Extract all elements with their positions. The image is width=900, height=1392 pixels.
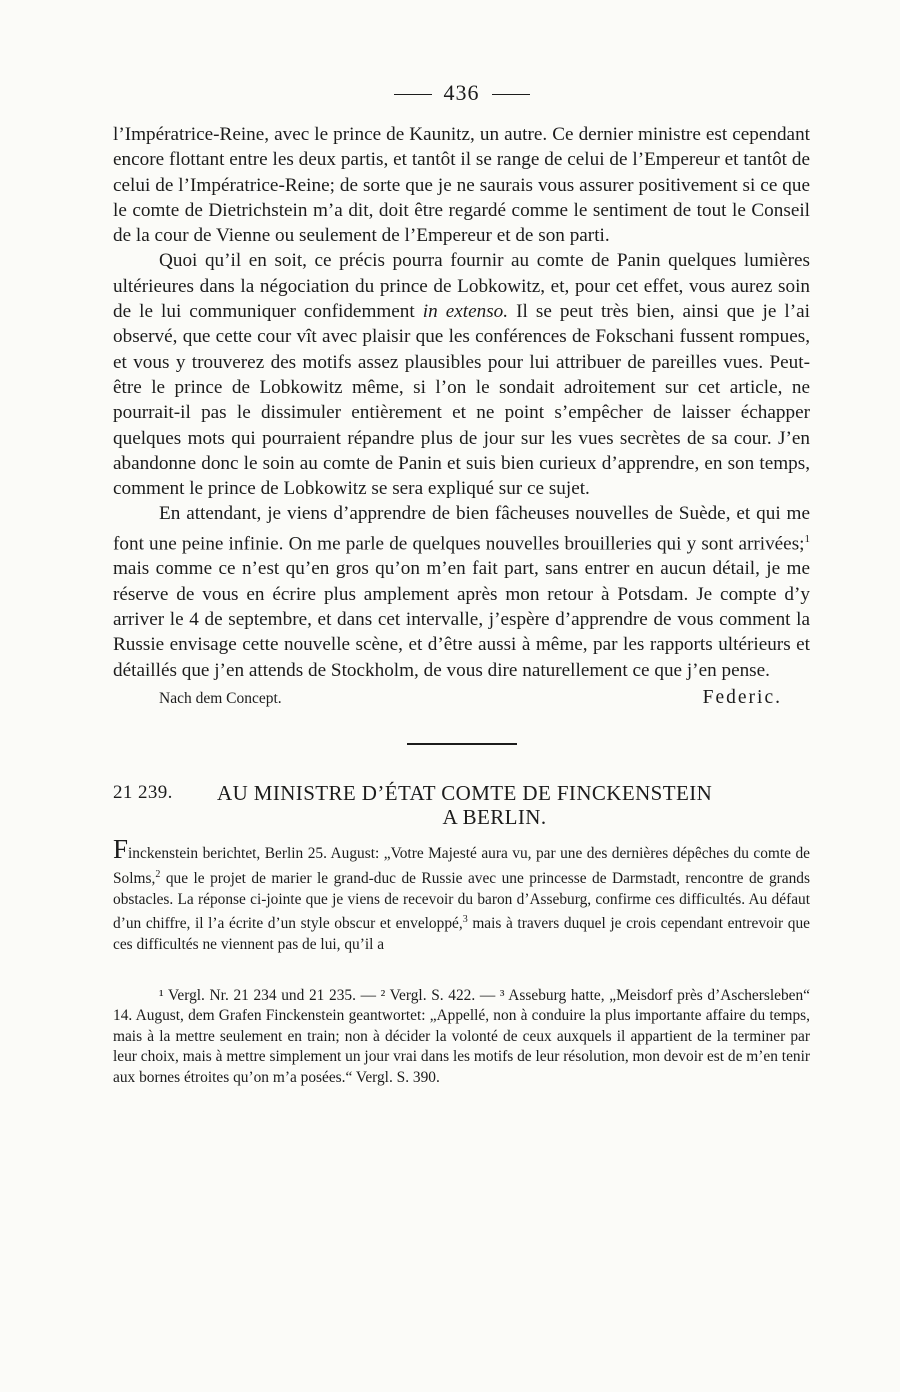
letter-text: En attendant, je viens d’apprendre de bien fâcheuses nouvelles de Suède, et qui me font une peine infinie. On me parle de quelques nouvelles brouilleries qui y sont arrivées; [113, 503, 810, 555]
report-text-a: inckenstein berichtet, Berlin 25. August: „Votre Majesté aura vu, par une des dernières dépêches du comte de Solms, [113, 845, 810, 888]
footnote-marker: 3 [462, 914, 468, 926]
report-text-c: mais à travers duquel je crois cependant entrevoir que ces difficultés ne viennent pas de lui, qu’il a [113, 915, 810, 954]
drop-letter: F [113, 834, 129, 865]
footnote-text: ¹ Vergl. Nr. 21 234 und 21 235. — ² Vergl. S. 422. — ³ Asseburg hatte, „Meisdorf près d’Aschersleben“ 14. August, dem Grafen Finckenstein geantwortet: „Appellé, non à conduire la plus importante affaire du temps, mais à la mettre seulement en train; non à décider la volonté de ceux auxquels il appartient de la terminer par leur choix, mais à mettre simplement un jour vrai dans les motifs de leur résolution, mon devoir est de m’en tenir aux bornes étroites qu’on m’a posées.“ Vergl. S. 390. [113, 986, 810, 1086]
letter-body [113, 122, 810, 711]
letter-paragraph: l’Impératrice-Reine, avec le prince de Kaunitz, un autre. Ce dernier ministre est cependant encore flottant entre les deux partis, et tantôt il se range de celui de l’Empereur et tantôt de celui de l’Impératrice-Reine; de sorte que je ne saurais vous assurer positivement si ce que le comte de Dietrichstein m’a dit, doit être regardé comme le sentiment de tout le Conseil de la cour de Vienne ou seulement de l’Empereur et de son parti. [113, 124, 810, 247]
letter-text: Il [516, 301, 528, 323]
report-paragraph [113, 834, 810, 956]
report-text [113, 834, 810, 956]
heading-title: AU MINISTRE D’ÉTAT COMTE DE FINCKENSTEIN [217, 781, 713, 806]
letter-text: mais comme ce n’est qu’en gros qu’on m’en fait part, sans entrer en aucun détail, je me réserve de vous en écrire plus amplement après mon retour à Potsdam. Je compte d’y arriver le 4 de septembre, et dans cet intervalle, j’espère d’apprendre de vous comment la Russie envisage cette nouvelle scène, et d’être aussi à même, par les rapports ultérieurs et détaillés que j’en attends de Stockholm, de vous dire naturellement ce que j’en pense. [113, 558, 810, 681]
document-number: 21 239. [113, 782, 173, 804]
document-page [113, 80, 810, 1088]
heading-line [113, 781, 810, 805]
source-note: Nach dem Concept. [159, 689, 282, 707]
footnote-marker: 2 [155, 868, 161, 880]
page-header [113, 80, 810, 122]
report-text-b: que le projet de marier le grand-duc de Russie avec une princesse de Darmstadt, rencontre de grands obstacles. La réponse ci-jointe que je viens de recevoir du baron d’Asseburg, confirme ces difficultés. Au défaut d’un chiffre, il l’a écrite d’un style obscur et enveloppé, [113, 870, 810, 933]
section-separator [407, 743, 517, 745]
heading-subtitle: A BERLIN. [442, 805, 547, 830]
letter-paragraph [113, 248, 810, 501]
document-heading [113, 781, 810, 829]
letter-text: se peut très bien, ainsi que je l’ai observé, que cette cour vît avec plaisir que les conférences de Fokschani fussent rompues, et vous y trouverez des motifs assez plausibles pour lui attribuer de pareilles vues. Peut-être le prince de Lobkowitz même, si l’on le sondait adroitement sur cet article, ne pourrait-il pas le dissimuler entièrement et ne point s’empêcher de laisser échapper quelques mots qui pourraient répandre plus de jour sur les vues secrètes de sa cour. J’en abandonne donc le soin au comte de Panin et suis bien curieux d’apprendre, en son temps, comment le prince de Lobkowitz se sera expliqué sur ce sujet. [113, 301, 810, 500]
letter-paragraph [113, 501, 810, 682]
page-number: 436 [113, 80, 810, 106]
footnote-marker: 1 [804, 532, 810, 545]
closing-row [113, 685, 810, 711]
letter-text: Quoi qu’il en soit, ce précis pourra fournir au comte de Panin quelques lumières ultérieures dans la négociation du prince de Lobkowitz, et, pour cet effet, vous aurez soin de le lui communiquer confidemment [113, 250, 810, 323]
italic-term: in extenso. [422, 301, 509, 323]
signature: Federic. [702, 686, 782, 708]
footnotes [113, 986, 810, 1089]
